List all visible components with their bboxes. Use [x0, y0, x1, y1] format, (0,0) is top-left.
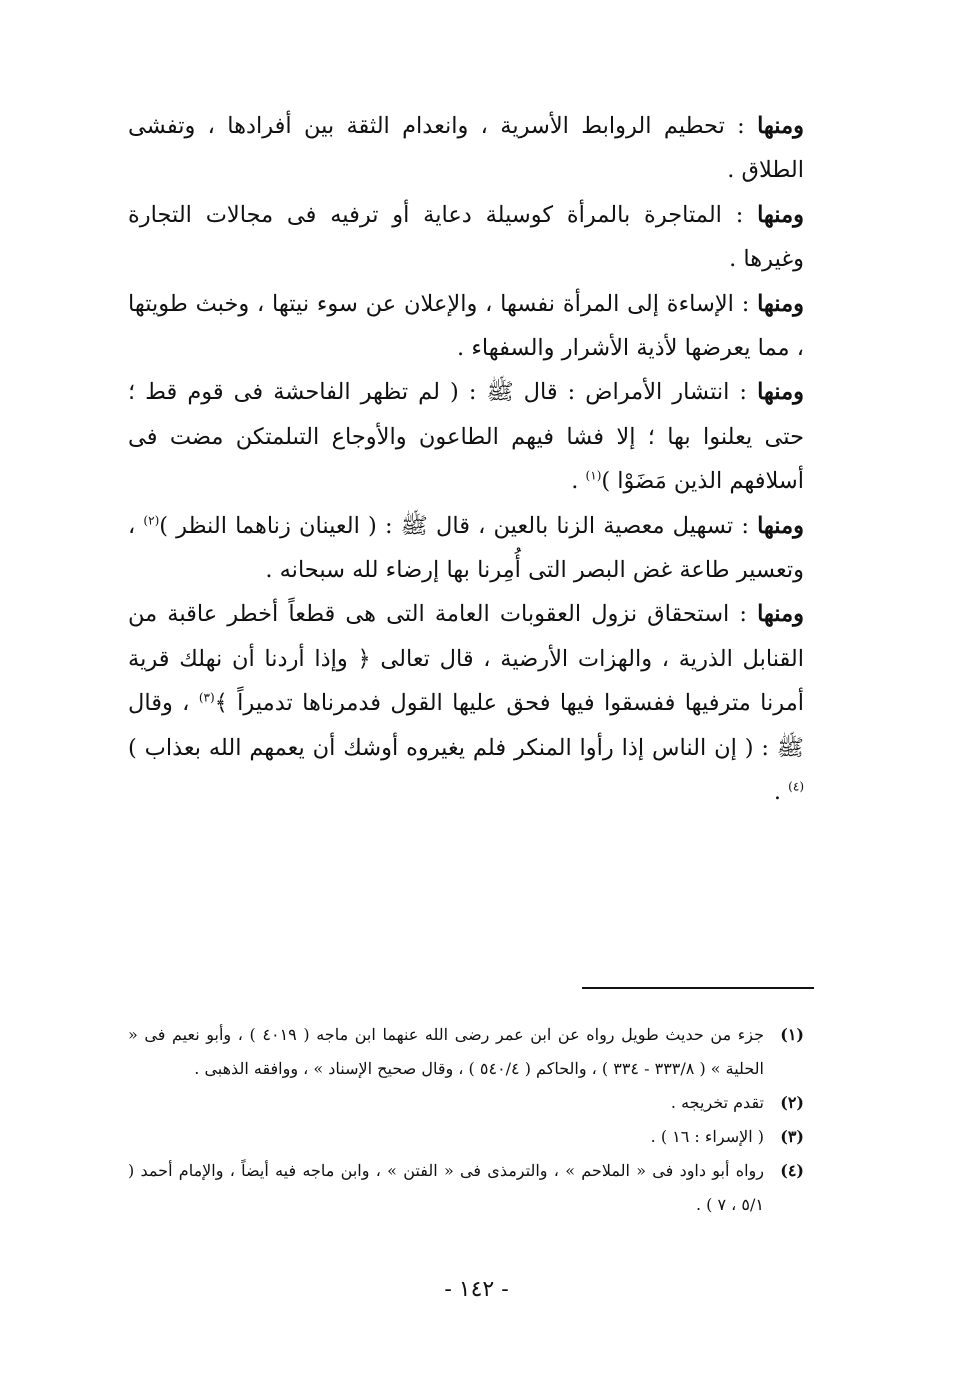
main-text	[128, 104, 804, 815]
paragraph-lead: ومنها	[757, 113, 804, 139]
paragraph	[128, 370, 804, 503]
paragraph-lead: ومنها	[757, 379, 804, 406]
footnote-text: ( الإسراء : ١٦ ) .	[650, 1127, 764, 1146]
footnote-ref[interactable]: (٣)	[198, 690, 215, 705]
paragraph-text: : المتاجرة بالمرأة كوسيلة دعاية أو ترفيه فى مجالات التجارة وغيرها .	[128, 201, 804, 273]
page-number: - ١٤٢ -	[444, 1277, 509, 1302]
paragraph-tail: ، وقال ﷺ : ( إن الناس إذا رأوا المنكر فلم يغيروه أوشك أن يعمهم الله بعذاب )	[128, 690, 804, 761]
paragraph-lead: ومنها	[757, 201, 804, 228]
paragraph	[128, 504, 804, 593]
footnote	[128, 1086, 804, 1120]
footnote	[128, 1154, 804, 1222]
footnote-number: (٤)	[780, 1161, 804, 1180]
paragraph-lead: ومنها	[757, 290, 804, 317]
paragraph	[128, 282, 804, 371]
paragraph-tail: .	[571, 468, 586, 495]
footnote-ref[interactable]: (٢)	[143, 513, 160, 528]
footnote-number: (٢)	[780, 1093, 804, 1112]
footnote-number: (٣)	[780, 1127, 804, 1146]
footnote-ref[interactable]: (١)	[585, 468, 602, 483]
footnote-text: رواه أبو داود فى « الملاحم » ، والترمذى فى « الفتن » ، وابن ماجه فيه أيضاً ، والإمام أحمد ( ٥/١ ، ٧ ) .	[128, 1161, 764, 1214]
paragraph	[128, 104, 804, 193]
footnote	[128, 1120, 804, 1154]
footnote-ref[interactable]: (٤)	[788, 779, 804, 794]
paragraph-tail: .	[773, 779, 789, 806]
paragraph-tail: ، وتعسير طاعة غض البصر التى أُمِرنا بها إرضاء لله سبحانه .	[128, 512, 804, 584]
footnote-divider	[582, 987, 814, 989]
paragraph	[128, 592, 804, 814]
footnotes	[128, 1018, 804, 1222]
footnote-number: (١)	[780, 1025, 804, 1044]
footnote	[128, 1018, 804, 1086]
paragraph-lead: ومنها	[757, 601, 804, 628]
paragraph	[128, 193, 804, 282]
paragraph-text: : الإساءة إلى المرأة نفسها ، والإعلان عن سوء نيتها ، وخبث طويتها ، مما يعرضها لأذية الأشرار والسفهاء .	[128, 290, 804, 362]
paragraph-text: : انتشار الأمراض : قال ﷺ : ( لم تظهر الفاحشة فى قوم قط ؛ حتى يعلنوا بها ؛ إلا فشا فيهم الطاعون والأوجاع التىلمتكن مضت فى أسلافهم الذين مَضَوْا )	[128, 379, 804, 495]
paragraph-text: : تحطيم الروابط الأسرية ، وانعدام الثقة بين أفرادها ، وتفشى الطلاق .	[128, 113, 804, 184]
footnote-text: جزء من حديث طويل رواه عن ابن عمر رضى الله عنهما ابن ماجه ( ٤٠١٩ ) ، وأبو نعيم فى « الحلية » ( ٣٣٣/٨ - ٣٣٤ ) ، والحاكم ( ٥٤٠/٤ ) ، وقال صحيح الإسناد » ، ووافقه الذهبى .	[128, 1025, 764, 1078]
paragraph-text: : استحقاق نزول العقوبات العامة التى هى قطعاً أخطر عاقبة من القنابل الذرية ، والهزات الأرضية ، قال تعالى ﴿ وإذا أردنا أن نهلك قرية أمرنا مترفيها ففسقوا فيها فحق عليها القول فدمرناها تدميراً ﴾	[128, 601, 805, 717]
paragraph-lead: ومنها	[757, 512, 804, 539]
paragraph-text: : تسهيل معصية الزنا بالعين ، قال ﷺ : ( العينان زناهما النظر )	[159, 512, 758, 539]
footnote-text: تقدم تخريجه .	[670, 1093, 764, 1112]
